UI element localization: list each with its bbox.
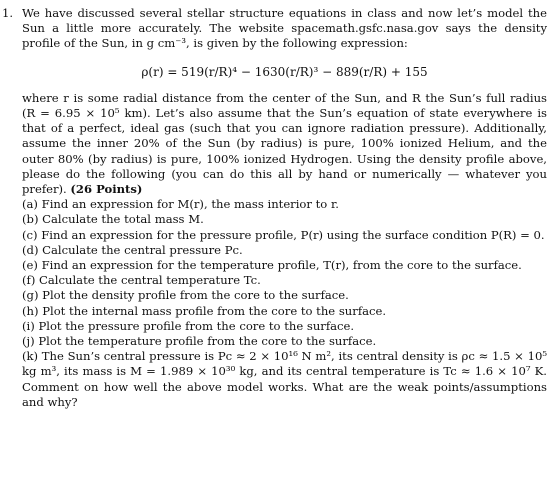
- problem-intro: We have discussed several stellar structure equations in class and now let’s model the Sun a little more accurately. The website spacemath.gsfc.nasa.gov says the density profile of the Sun, in g cm⁻³, is given by the following expression:: [22, 6, 547, 51]
- part-k: (k) The Sun’s central pressure is Pc ≈ 2 × 10¹⁶ N m², its central density is ρc ≈ 1.5 × 10⁵ kg m³, its mass is M = 1.989 × 10³⁰ kg, and its central temperature is Tc ≈ 1.6 × 10⁷ K. Comment on how well the above model works. What are the weak points/assumptions and why?: [22, 349, 547, 409]
- part-g: (g) Plot the density profile from the core to the surface.: [22, 288, 349, 303]
- problem-number: 1.: [2, 6, 14, 20]
- part-i: (i) Plot the pressure profile from the core to the surface.: [22, 318, 355, 333]
- problem-body: [22, 6, 547, 410]
- density-equation: ρ(r) = 519(r/R)⁴ − 1630(r/R)³ − 889(r/R) + 155: [141, 64, 428, 79]
- part-d: (d) Calculate the central pressure Pc.: [22, 242, 243, 257]
- problem-1: [2, 6, 547, 410]
- problem-description: [22, 91, 547, 197]
- points-label: (26 Points): [70, 182, 143, 197]
- part-j: (j) Plot the temperature profile from the core to the surface.: [22, 334, 377, 349]
- part-h: (h) Plot the internal mass profile from the core to the surface.: [22, 303, 387, 318]
- part-f: (f) Calculate the central temperature Tc.: [22, 273, 261, 288]
- part-e: (e) Find an expression for the temperature profile, T(r), from the core to the surface.: [22, 258, 522, 273]
- part-b: (b) Calculate the total mass M.: [22, 212, 204, 227]
- part-c: (c) Find an expression for the pressure profile, P(r) using the surface condition P(R) = 0.: [22, 227, 545, 242]
- part-a: (a) Find an expression for M(r), the mass interior to r.: [22, 197, 339, 212]
- parts-list: [22, 197, 547, 410]
- problem-description-text: where r is some radial distance from the center of the Sun, and R the Sun’s full radius (R = 6.95 × 10⁵ km). Let’s also assume that the Sun’s equation of state everywhere is that of a perfect, ideal gas (such that you can ignore radiation pressure). Additionally, assume the inner 20% of the Sun (by radius) is pure, 100% ionized Helium, and the outer 80% (by radius) is pure, 100% ionized Hydrogen. Using the density profile above, please do the following (you can do this all by hand or numerically — whatever you prefer).: [22, 90, 547, 197]
